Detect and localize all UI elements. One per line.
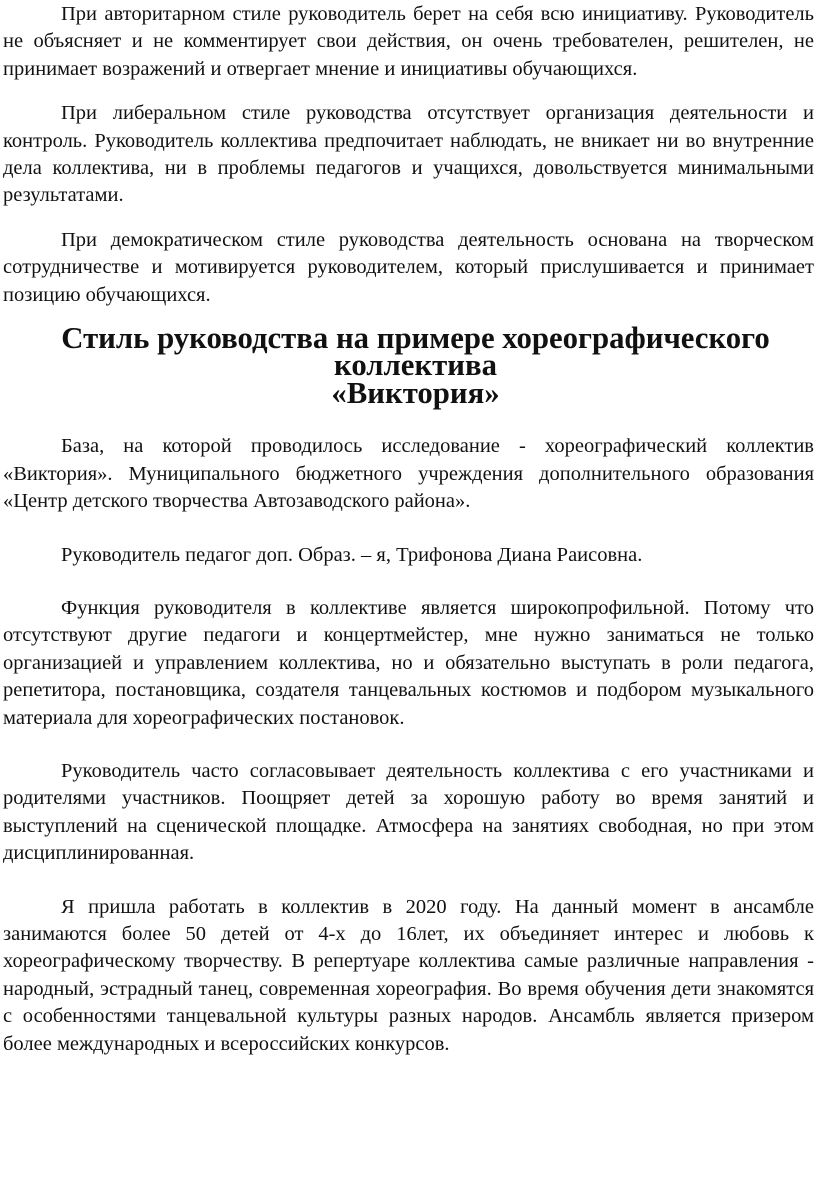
section-heading-line-1: Стиль руководства на примере хореографического коллектива	[61, 321, 770, 383]
paragraph-democratic-style: При демократическом стиле руководства деятельность основана на творческом сотрудничестве и мотивируется руководителем, который прислушивается и принимает позицию обучающихся.	[3, 228, 814, 306]
paragraph-leader-function: Функция руководителя в коллективе является широкопрофильной. Потому что отсутствуют другие педагоги и концертмейстер, мне нужно заниматься не только организацией и управлением коллектива, но и обязательно выступать в роли педагога, репетитора, постановщика, создателя танцевальных костюмов и подбором музыкального материала для хореографических постановок.	[3, 596, 814, 729]
paragraph-leader-name: Руководитель педагог доп. Образ. – я, Трифонова Диана Раисовна.	[61, 543, 643, 566]
paragraph-authoritarian-style: При авторитарном стиле руководитель берет на себя всю инициативу. Руководитель не объясняет и не комментирует свои действия, он очень требователен, решителен, не принимает возражений и отвергает мнение и инициативы обучающихся.	[3, 3, 814, 80]
paragraph-leader-coordination: Руководитель часто согласовывает деятельность коллектива с его участниками и родителями участников. Поощряет детей за хорошую работу во время занятий и выступлений на сценической площадке. Атмосфера на занятиях свободная, но при этом дисциплинированная.	[3, 759, 814, 865]
paragraph-ensemble-info: Я пришла работать в коллектив в 2020 году. На данный момент в ансамбле занимаются более 50 детей от 4-х до 16лет, их объединяет интерес и любовь к хореографическому творчеству. В репертуаре коллектива самые различные направления - народный, эстрадный танец, современная хореография. Во время обучения дети знакомятся с особенностями танцевальной культуры разных народов. Ансамбль является призером более международных и всероссийских конкурсов.	[3, 895, 814, 1055]
paragraph-liberal-style: При либеральном стиле руководства отсутствует организация деятельности и контроль. Руководитель коллектива предпочитает наблюдать, не вникает ни во внутренние дела коллектива, ни в проблемы педагогов и учащихся, довольствуется минимальными результатами.	[3, 102, 814, 207]
section-heading-line-2: «Виктория»	[331, 375, 500, 410]
paragraph-research-base: База, на которой проводилось исследование - хореографический коллектив «Виктория». Муниципального бюджетного учреждения дополнительного образования «Центр детского творчества Автозаводского района».	[3, 435, 814, 513]
section-heading	[3, 321, 814, 410]
